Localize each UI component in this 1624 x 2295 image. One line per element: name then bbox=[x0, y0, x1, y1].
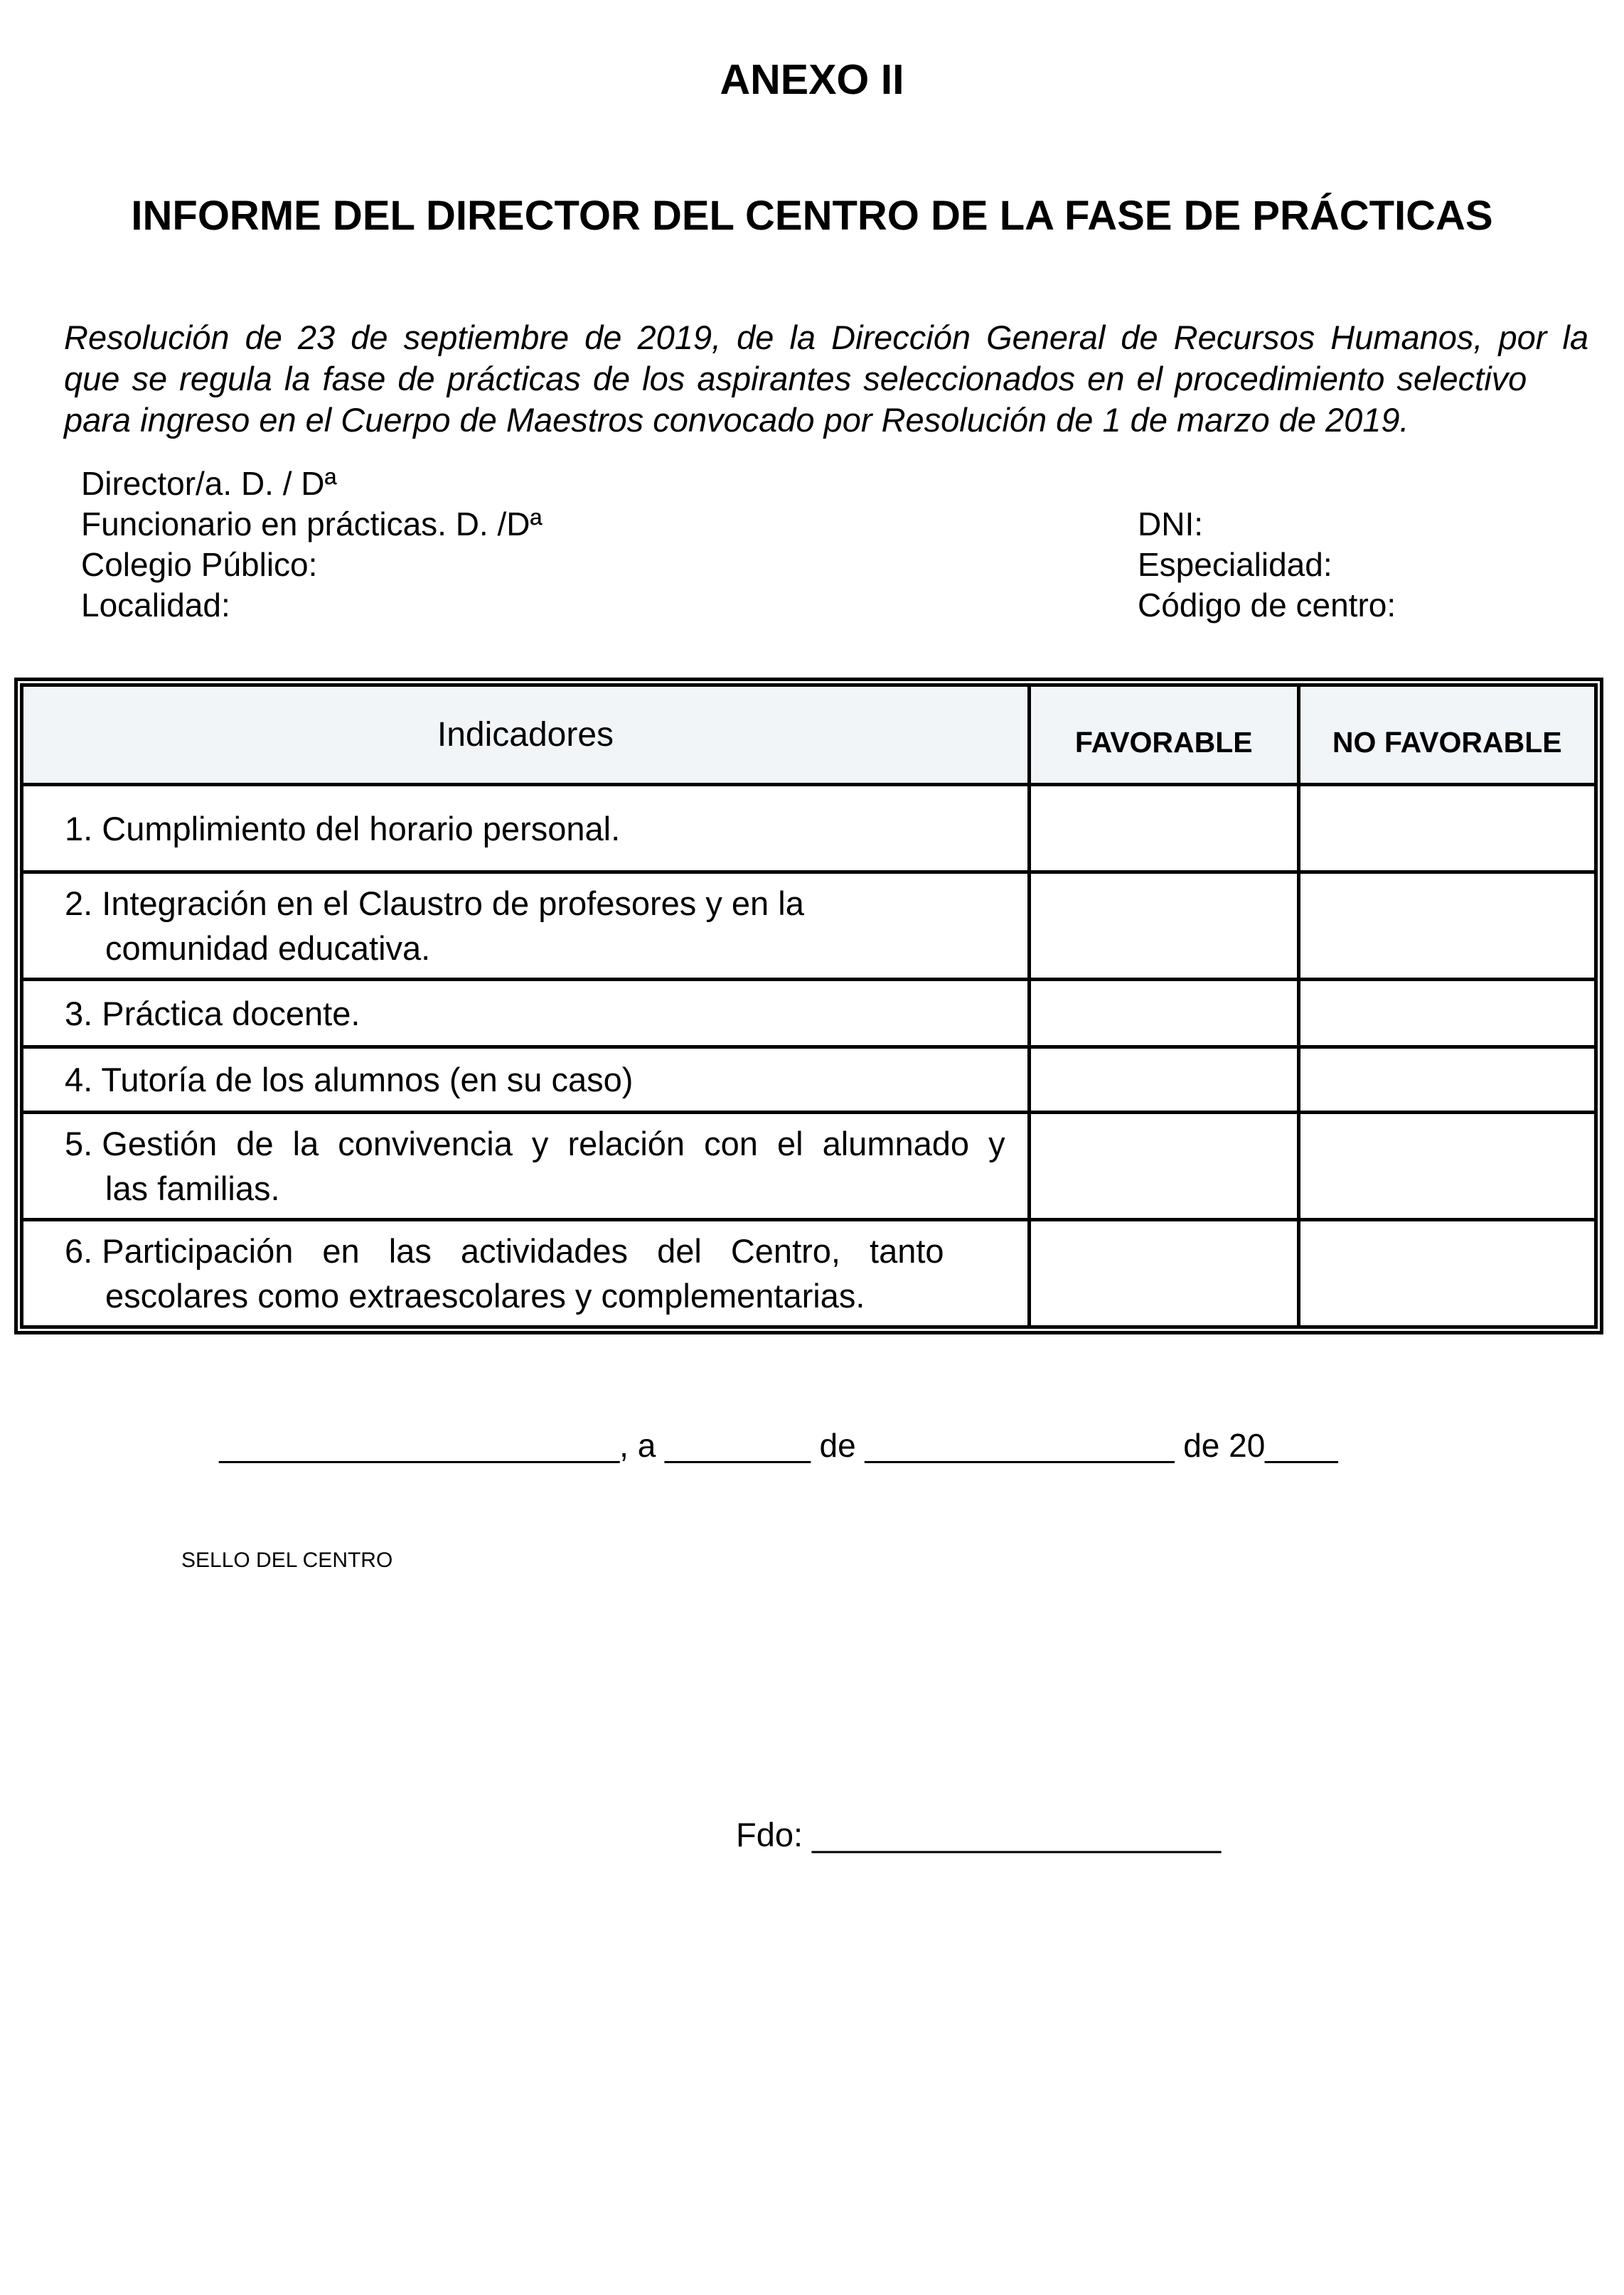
localidad-label: Localidad: bbox=[81, 587, 230, 624]
field-row-localidad bbox=[81, 585, 1560, 626]
indicator-text-2: 2. Integración en el Claustro de profesores y en la comunidad educativa. bbox=[22, 872, 1030, 980]
no-favorable-cell-3 bbox=[1298, 980, 1596, 1047]
favorable-cell-6 bbox=[1029, 1220, 1298, 1327]
intro-line-2: que se regula la fase de prácticas de los aspirantes seleccionados en el procedimiento selectivo bbox=[64, 360, 1527, 397]
favorable-cell-4 bbox=[1029, 1047, 1298, 1113]
table-header-row bbox=[22, 685, 1596, 785]
dni-label: DNI: bbox=[1138, 505, 1203, 542]
anexo-heading: ANEXO II bbox=[720, 56, 904, 103]
intro-paragraph bbox=[64, 317, 1604, 441]
col-header-favorable: FAVORABLE bbox=[1029, 685, 1298, 785]
table-row-1 bbox=[22, 785, 1596, 872]
indicator-text-4: 4. Tutoría de los alumnos (en su caso) bbox=[22, 1047, 1030, 1113]
colegio-label: Colegio Público: bbox=[81, 546, 318, 583]
especialidad-label: Especialidad: bbox=[1138, 546, 1332, 583]
table-row-5 bbox=[22, 1113, 1596, 1220]
no-favorable-cell-5 bbox=[1298, 1113, 1596, 1220]
indicator-text-6: 6. Participación en las actividades del Centro, tanto escolares como extraescolares y complementarias. bbox=[22, 1220, 1030, 1327]
favorable-cell-1 bbox=[1029, 785, 1298, 872]
indicator-number: 6. bbox=[65, 1232, 93, 1270]
table-row-3 bbox=[22, 980, 1596, 1047]
indicator-text-1: 1. Cumplimiento del horario personal. bbox=[22, 785, 1030, 872]
favorable-cell-5 bbox=[1029, 1113, 1298, 1220]
favorable-cell-3 bbox=[1029, 980, 1298, 1047]
field-row-director bbox=[81, 464, 1560, 504]
col-header-indicadores: Indicadores bbox=[22, 685, 1030, 785]
table-row-6 bbox=[22, 1220, 1596, 1327]
sello-del-centro-label: SELLO DEL CENTRO bbox=[181, 1548, 393, 1572]
col-header-no-favorable: NO FAVORABLE bbox=[1298, 685, 1596, 785]
identification-fields bbox=[81, 464, 1560, 626]
director-label: Director/a. D. / Dª bbox=[81, 465, 337, 502]
codigo-centro-label: Código de centro: bbox=[1138, 587, 1396, 624]
funcionario-label: Funcionario en prácticas. D. /Dª bbox=[81, 505, 543, 542]
indicator-text-3: 3. Práctica docente. bbox=[22, 980, 1030, 1047]
indicator-number: 1. bbox=[65, 809, 93, 847]
indicator-number: 4. bbox=[65, 1061, 93, 1098]
field-row-colegio bbox=[81, 545, 1560, 585]
table-row-4 bbox=[22, 1047, 1596, 1113]
favorable-cell-2 bbox=[1029, 872, 1298, 980]
indicator-number: 5. bbox=[65, 1125, 93, 1162]
signature-line: Fdo: ______________________ bbox=[736, 1816, 1222, 1853]
indicator-text-5: 5. Gestión de la convivencia y relación con el alumnado y las familias. bbox=[22, 1113, 1030, 1220]
date-fill-in-line: ______________________, a ________ de _________________ de 20____ bbox=[219, 1427, 1338, 1464]
no-favorable-cell-6 bbox=[1298, 1220, 1596, 1327]
indicators-table bbox=[14, 678, 1603, 1334]
field-row-funcionario bbox=[81, 504, 1560, 545]
no-favorable-cell-1 bbox=[1298, 785, 1596, 872]
document-title: INFORME DEL DIRECTOR DEL CENTRO DE LA FASE DE PRÁCTICAS bbox=[131, 193, 1493, 239]
intro-line-1: Resolución de 23 de septiembre de 2019, de la Dirección General de Recursos Humanos, por la bbox=[64, 319, 1589, 356]
no-favorable-cell-4 bbox=[1298, 1047, 1596, 1113]
table-row-2 bbox=[22, 872, 1596, 980]
indicator-number: 3. bbox=[65, 994, 93, 1032]
indicator-number: 2. bbox=[65, 884, 93, 922]
intro-line-3: para ingreso en el Cuerpo de Maestros convocado por Resolución de 1 de marzo de 2019. bbox=[64, 401, 1409, 439]
no-favorable-cell-2 bbox=[1298, 872, 1596, 980]
